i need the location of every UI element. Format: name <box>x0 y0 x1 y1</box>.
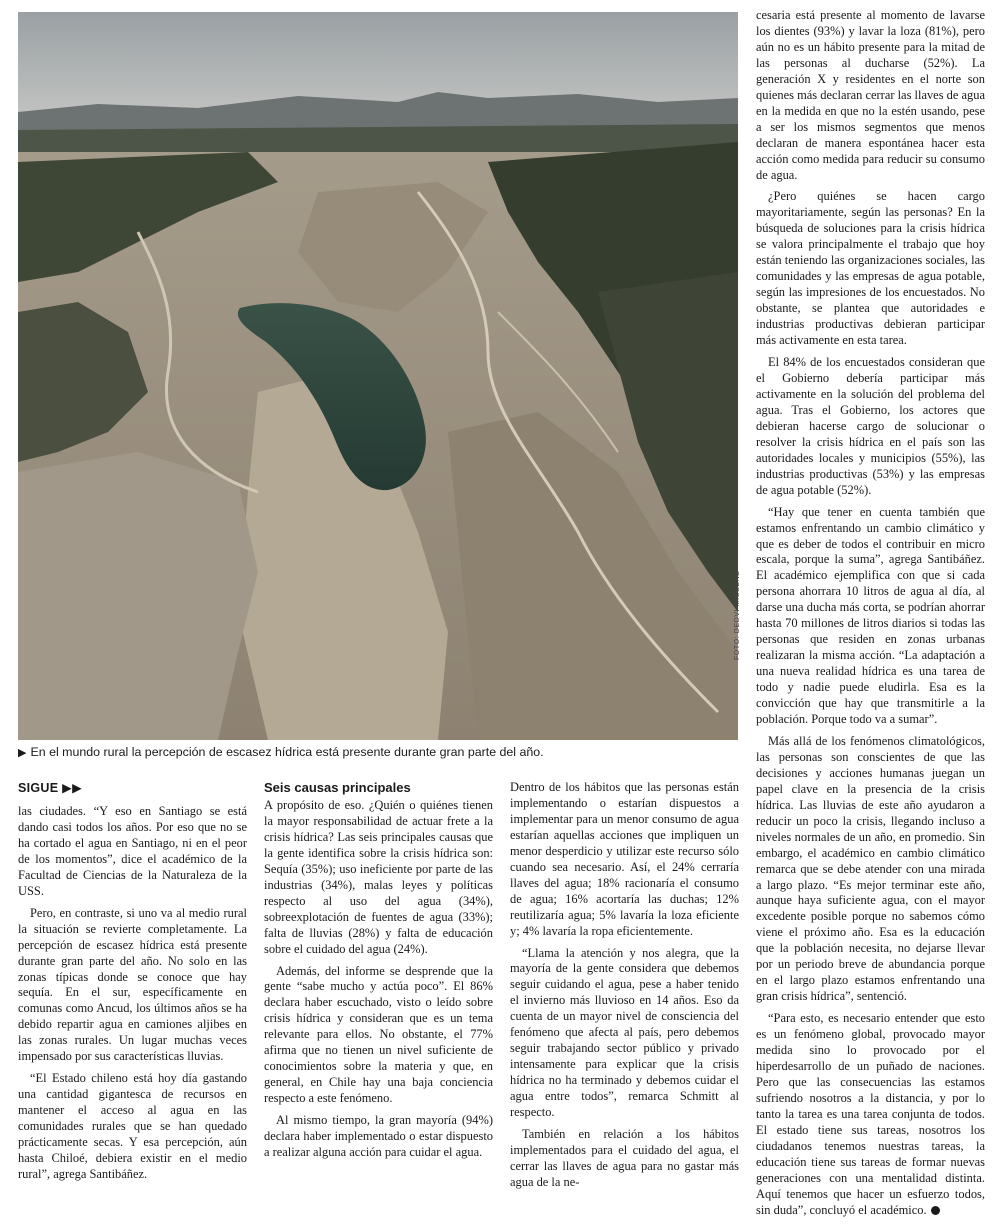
paragraph: A propósito de eso. ¿Quién o quiénes tienen la mayor responsabilidad de actuar frete a la crisis hídrica? Las seis principales causas que la gente identifica sobre la crisis hídrica son: Sequía (35%); uso ineficiente por parte de las industrias (34%), malas leyes y políticas respecto al uso del agua (34%), sobreexplotación de fuentes de agua (33%); falta de lluvias (28%) y falta de educación sobre el cuidado del agua (24%). <box>264 798 493 956</box>
paragraph: “Llama la atención y nos alegra, que la mayoría de la gente considera que debemos seguir cuidando el agua, pese a haber tenido el invierno más lluvioso en 14 años. Eso da cuenta de un mayor nivel de consciencia del fenómeno que afecta al país, pero debemos seguir trabajando sector público y privado intensamente para explicar que la crisis hídrica no ha terminado y debemos cuidar el agua entre todos”, remarca Schmitt al respecto. <box>510 945 739 1120</box>
continued-kicker: SIGUE ▶▶ <box>18 781 82 795</box>
paragraph: El 84% de los encuestados consideran que el Gobierno debería participar más activamente en la solución del problema del agua. Tras el Gobierno, los actores que debieran hacerse cargo de solucionar o resolver la crisis hídrica en el país son las autoridades locales y municipios (55%), las industrias productivas (53%) y las empresas de agua potable (52%). <box>756 355 985 497</box>
photo-credit: FOTO: DEDVI MISSENE <box>734 570 741 660</box>
aerial-reservoir-photo <box>18 12 738 740</box>
paragraph: Pero, en contraste, si uno va al medio rural la situación se revierte completamente. La percepción de escasez hídrica está presente durante gran parte del año. No solo en las zonas típicas donde se conoce que hay sequía. En el sur, específicamente en comunas como Ancud, los últimos años se ha debido repartir agua en camiones aljibes en las zonas rurales. Un lugar muchas veces impensado por sus características lluvias. <box>18 905 247 1064</box>
paragraph: cesaria está presente al momento de lavarse los dientes (93%) y lavar la loza (81%), pero aún no es un hábito presente para la mitad de las personas al ducharse (52%). La generación X y residentes en el norte son quienes más declaran cerrar las llaves de agua en la medida en que no la estén usando, pese a ser los mismos segmentos que menos declaran de manera espontánea hacer esta acción como medida para reducir su consumo de agua. <box>756 8 985 182</box>
photo-caption <box>18 744 738 761</box>
article-column-1 <box>18 804 247 1189</box>
section-subhead: Seis causas principales <box>264 780 411 795</box>
paragraph: También en relación a los hábitos implementados para el cuidado del agua, el cerrar las llaves de agua para no gastar más agua de la ne- <box>510 1127 739 1189</box>
final-paragraph-text: “Para esto, es necesario entender que esto es un fenómeno global, provocado mayor medida sino lo provocado por el hiperdesarrollo de un puñado de naciones. Pero que las consecuencias las estamos sufriendo nosotros a la distancia, y por lo tanto la tarea es una tarea conjunta de todos. El estado tiene sus tareas, nosotros los ciudadanos tenemos nuestras tareas, la educación tiene sus tareas de formar nuevas generaciones con una mentalidad distinta. Aquí tenemos que hacer un esfuerzo todos, sin duda”, concluyó el académico. <box>756 1011 985 1217</box>
article-column-3 <box>510 780 739 1197</box>
article-column-4 <box>756 8 985 1225</box>
paragraph: “El Estado chileno está hoy día gastando una cantidad gigantesca de recursos en mantener el acceso al agua en las comunidades rurales que se han quedado prácticamente secas. Y esa percepción, aún hasta Chiloé, debiera existir en el medio rural”, agrega Santibáñez. <box>18 1071 247 1181</box>
caption-text: En el mundo rural la percepción de escasez hídrica está presente durante gran parte del año. <box>30 745 544 759</box>
paragraph: Al mismo tiempo, la gran mayoría (94%) declara haber implementado o estar dispuesto a realizar alguna acción para cuidar el agua. <box>264 1113 493 1160</box>
paragraph: las ciudades. “Y eso en Santiago se está dando casi todos los años. Por eso que no se ha cortado el agua en Santiago, ni en el peor de los momentos”, dice el académico de la Facultad de Ciencias de la Naturaleza de la USS. <box>18 804 247 898</box>
paragraph: Además, del informe se desprende que la gente “sabe mucho y actúa poco”. El 86% declara haber escuchado, visto o leído sobre crisis hídrica y consideran que es un tema relevante para ellos. No obstante, el 77% afirma que no tienen un nivel suficiente de conocimientos sobre la materia y que, en general, en Chile hay una baja conciencia respecto a este fenómeno. <box>264 963 493 1106</box>
paragraph: ¿Pero quiénes se hacen cargo mayoritariamente, según las personas? En la búsqueda de soluciones para la crisis hídrica se valora principalmente el trabajo que hoy están teniendo las organizaciones sociales, las comunidades y las empresas de agua potable, según las impresiones de los encuestados. No obstante, se plantea que autoridades e industrias productivas debieran participar más activamente en esta tarea. <box>756 189 985 348</box>
caption-marker-icon: ▶ <box>18 747 27 759</box>
paragraph: Dentro de los hábitos que las personas están implementando o estarían dispuestos a implementar para un menor consumo de agua estarían aquellas acciones que impliquen un menor desperdicio y utilizar este recurso sólo cuando sea necesario. Así, el 24% cerraría llaves del agua; 18% racionaría el consumo de agua; 16% acortaría las duchas; 12% reutilizaría agua; 5% lavaría la loza eficiente y; 4% lavaría la ropa eficientemente. <box>510 780 739 938</box>
article-column-2 <box>264 780 493 1167</box>
photo-illustration <box>18 12 738 740</box>
paragraph: “Hay que tener en cuenta también que estamos enfrentando un cambio climático y que es deber de todos el contribuir en micro escala, porque la suma”, agrega Santibáñez. El académico ejemplifica con que si cada persona ahorrara 10 litros de agua al día, al darse una ducha más corta, se podrían ahorrar hasta 70 millones de litros diarios si todas las personas que residen en zonas urbanas realizaran la misma acción. “La adaptación a una nueva realidad hídrica es una tarea de todo y nadie puede eludirla. Esa es la convicción que hay que transmitirle a la población. Porque todo va a sumar”. <box>756 504 985 726</box>
paragraph: Más allá de los fenómenos climatológicos, las personas son conscientes de que las decisiones y acciones humanas juegan un papel clave en la presencia de la crisis hídrica. Las lluvias de este año ayudaron a reducir un poco la crisis, llegando incluso a niveles normales de un año, en promedio. Sin embargo, el académico en cambio climático remarca que se debe atender con una mirada a largo plazo. “Es mejor terminar este año, aunque haya suficiente agua, con el mayor excedente posible porque no sabemos cómo viene el próximo año. Esa es la educación que la población necesita, no dejarse llevar por un periodo breve de abundancia porque en el largo plazo estamos enfrentando una gran crisis hídrica”, sentenció. <box>756 733 985 1004</box>
paragraph-final <box>756 1011 985 1218</box>
end-of-article-icon <box>931 1206 940 1215</box>
